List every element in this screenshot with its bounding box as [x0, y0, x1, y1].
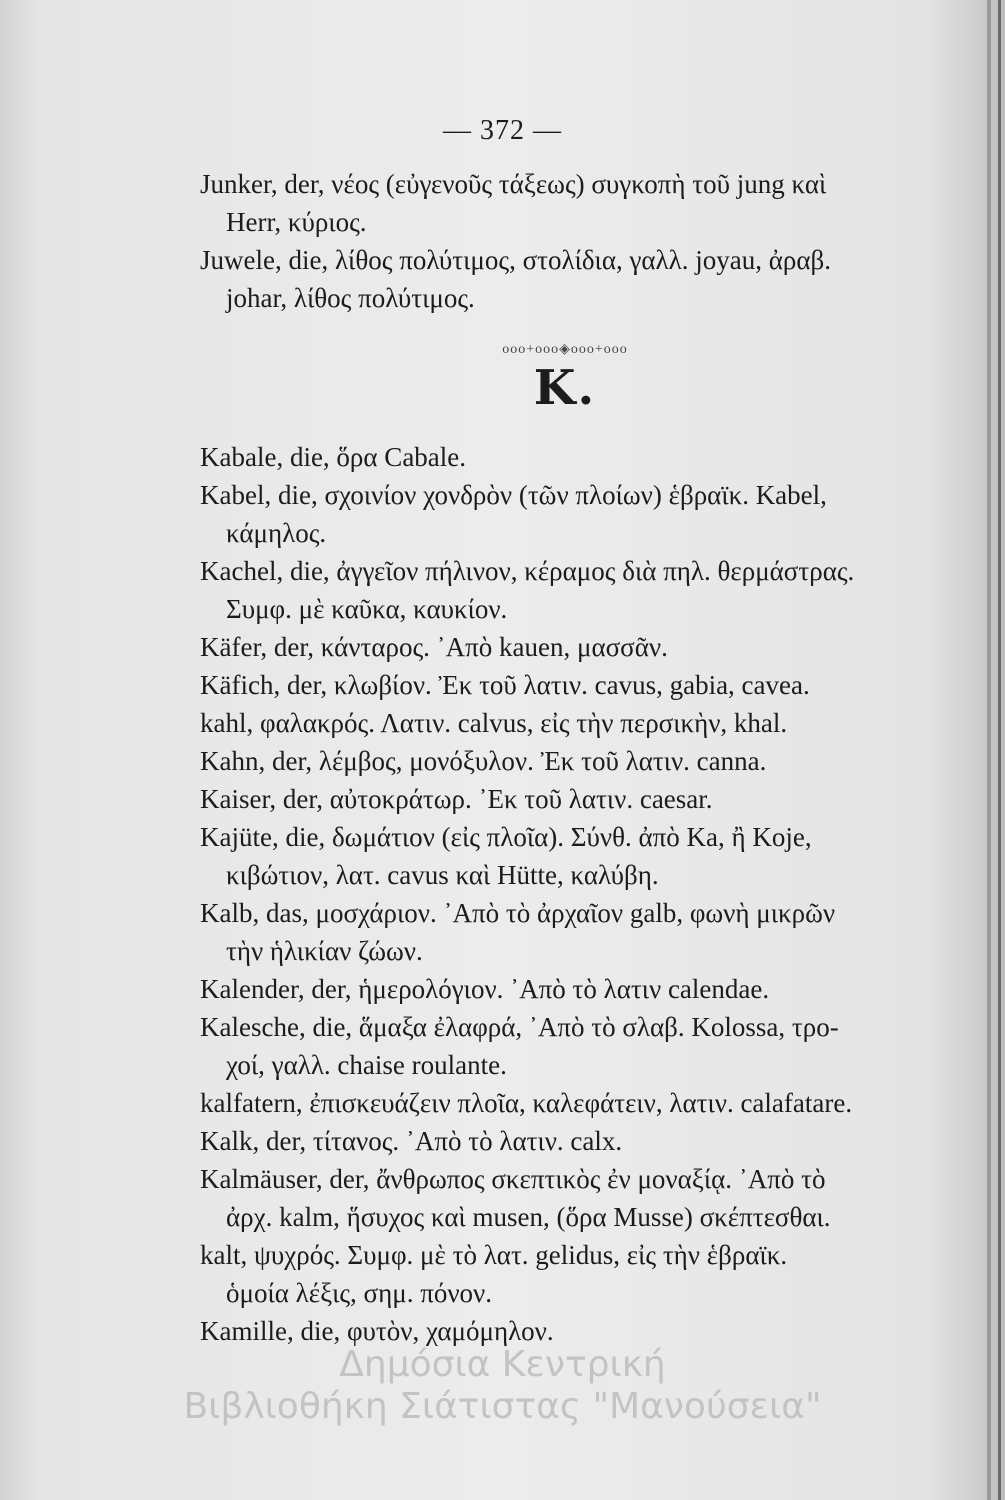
- section-ornament: ooo+ooo◈ooo+ooo: [502, 342, 628, 357]
- entry-line: Kabale, die, ὅρα Cabale.: [200, 442, 467, 472]
- section-letter: K.: [533, 360, 597, 416]
- entry-continuation-line: ὁμοία λέξις, σημ. πόνον.: [226, 1278, 493, 1308]
- entry-line: Kabel, die, σχοινίον χονδρὸν (τῶν πλοίων) ἑβραϊκ. Kabel,: [200, 480, 827, 510]
- dictionary-entry: [200, 894, 930, 970]
- entry-line: Kalesche, die, ἅμαξα ἐλαφρά, ᾽Απὸ τὸ σλαβ. Kolossa, τρο-: [200, 1012, 839, 1042]
- entry-continuation-line: Συμφ. μὲ καῦκα, καυκίον.: [226, 594, 508, 624]
- entries-j-section: [200, 165, 930, 317]
- entry-line: Kalb, das, μοσχάριον. ᾽Απὸ τὸ ἀρχαῖον galb, φωνὴ μικρῶν: [200, 898, 836, 928]
- entry-line: Junker, der, νέος (εὐγενοῦς τάξεως) συγκοπὴ τοῦ jung καὶ: [200, 169, 827, 199]
- dictionary-entries: [200, 165, 930, 1350]
- dictionary-entry: [200, 552, 930, 628]
- page-number: — 372 —: [443, 115, 562, 146]
- entry-line: Kachel, die, ἀγγεῖον πήλινον, κέραμος διὰ πηλ. θερμάστρας.: [200, 556, 855, 586]
- entry-line: Kalmäuser, der, ἄνθρωπος σκεπτικὸς ἐν μοναξίᾳ. ᾽Απὸ τὸ: [200, 1164, 826, 1194]
- entry-continuation-line: χοί, γαλλ. chaise roulante.: [226, 1050, 507, 1080]
- dictionary-entry: [200, 241, 930, 317]
- entry-line: Käfer, der, κάνταρος. ᾽Απὸ kauen, μασσᾶν.: [200, 632, 668, 662]
- dictionary-entry: [200, 1236, 930, 1312]
- entry-line: Kaiser, der, αὐτοκράτωρ. ᾽Εκ τοῦ λατιν. caesar.: [200, 784, 713, 814]
- dictionary-entry: [200, 1008, 930, 1084]
- page-edge-shadow: [987, 0, 991, 1500]
- dictionary-entry: [200, 1084, 930, 1122]
- dictionary-entry: [200, 666, 930, 704]
- entry-line: Kajüte, die, δωμάτιον (εἰς πλοῖα). Σύνθ. ἀπὸ Ka, ἢ Koje,: [200, 822, 812, 852]
- dictionary-entry: [200, 476, 930, 552]
- dictionary-entry: [200, 1160, 930, 1236]
- dictionary-entry: [200, 818, 930, 894]
- entry-continuation-line: τὴν ἡλικίαν ζώων.: [226, 936, 423, 966]
- entry-continuation-line: johar, λίθος πολύτιμος.: [226, 283, 475, 313]
- dictionary-entry: [200, 742, 930, 780]
- entry-line: Kamille, die, φυτὸν, χαμόμηλον.: [200, 1316, 554, 1346]
- entry-continuation-line: Herr, κύριος.: [226, 207, 367, 237]
- entry-line: Juwele, die, λίθος πολύτιμος, στολίδια, γαλλ. joyau, ἀραβ.: [200, 245, 831, 275]
- entry-continuation-line: κιβώτιον, λατ. cavus καὶ Hütte, καλύβη.: [226, 860, 659, 890]
- dictionary-entry: [200, 780, 930, 818]
- library-watermark-line1: Δημόσια Κεντρική: [339, 1344, 666, 1385]
- entry-line: Kahn, der, λέμβος, μονόξυλον. Ἐκ τοῦ λατιν. canna.: [200, 746, 767, 776]
- dictionary-entry: [200, 704, 930, 742]
- entries-k-section: [200, 438, 930, 1350]
- dictionary-entry: [200, 628, 930, 666]
- dictionary-entry: [200, 165, 930, 241]
- dictionary-entry: [200, 438, 930, 476]
- entry-line: Kalk, der, τίτανος. ᾽Απὸ τὸ λατιν. calx.: [200, 1126, 623, 1156]
- entry-continuation-line: κάμηλος.: [226, 518, 327, 548]
- library-watermark-line2: Βιβλιοθήκη Σιάτιστας "Μανούσεια": [183, 1386, 822, 1427]
- entry-line: kahl, φαλακρός. Λατιν. calvus, εἰς τὴν περσικὴν, khal.: [200, 708, 788, 738]
- entry-continuation-line: ἀρχ. kalm, ἥσυχος καὶ musen, (ὅρα Musse) σκέπτεσθαι.: [226, 1202, 831, 1232]
- dictionary-entry: [200, 1122, 930, 1160]
- entry-line: Käfich, der, κλωβίον. Ἐκ τοῦ λατιν. cavus, gabia, cavea.: [200, 670, 810, 700]
- entry-line: kalfatern, ἐπισκευάζειν πλοῖα, καλεφάτειν, λατιν. calafatare.: [200, 1088, 853, 1118]
- page-edge-line: [998, 0, 1001, 1500]
- entry-line: kalt, ψυχρός. Συμφ. μὲ τὸ λατ. gelidus, εἰς τὴν ἑβραϊκ.: [200, 1240, 788, 1270]
- entry-line: Kalender, der, ἡμερολόγιον. ᾽Απὸ τὸ λατιν calendae.: [200, 974, 770, 1004]
- dictionary-entry: [200, 970, 930, 1008]
